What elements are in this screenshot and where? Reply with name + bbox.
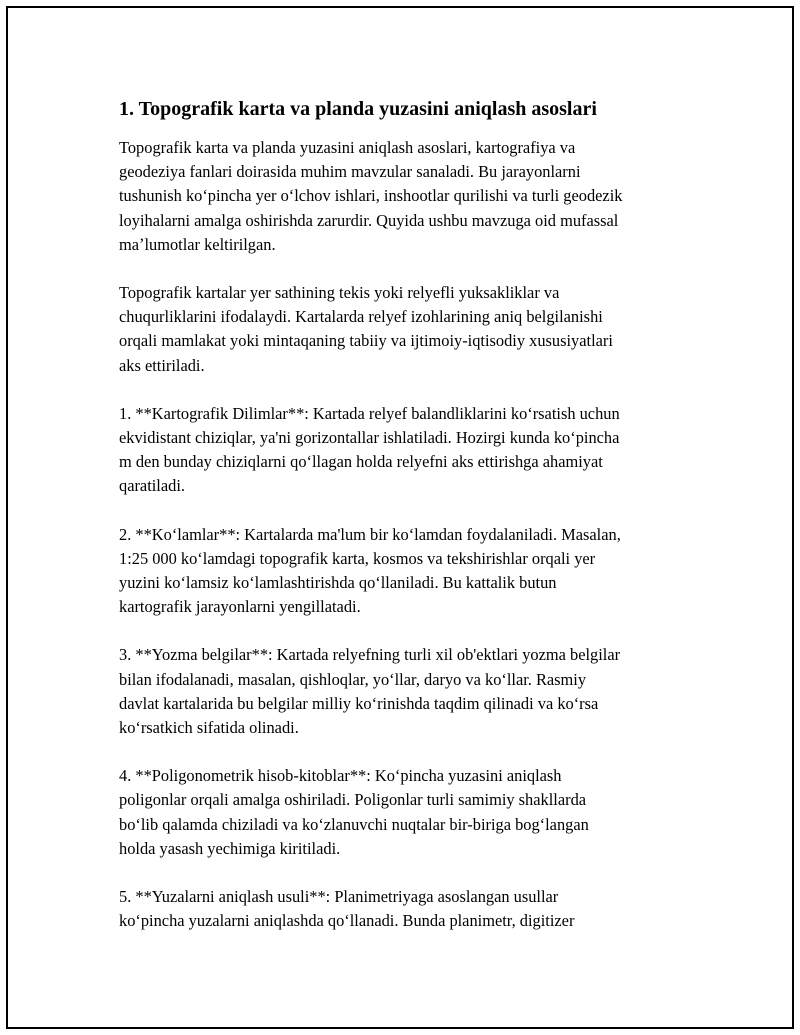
text-line: kartografik jarayonlarni yengillatadi. xyxy=(119,597,361,617)
text-line: 4. **Poligonometrik hisob-kitoblar**: Koʻpincha yuzasini aniqlash xyxy=(119,766,562,786)
text-line: koʻrsatkich sifatida olinadi. xyxy=(119,718,299,738)
list-item-3 xyxy=(119,643,699,740)
text-line: chuqurliklarini ifodalaydi. Kartalarda relyef izohlarining aniq belgilanishi xyxy=(119,307,603,327)
text-line: davlat kartalarida bu belgilar milliy koʻrinishda taqdim qilinadi va koʻrsa xyxy=(119,693,599,713)
text-line: maʼlumotlar keltirilgan. xyxy=(119,234,276,254)
text-line: koʻpincha yuzalarni aniqlashda qoʻllanadi. Bunda planimetr, digitizer xyxy=(119,911,575,931)
text-line: m den bunday chiziqlarni qoʻllagan holda relyefni aks ettirishga ahamiyat xyxy=(119,452,603,472)
text-line: 2. **Koʻlamlar**: Kartalarda ma'lum bir koʻlamdan foydalaniladi. Masalan, xyxy=(119,524,621,544)
text-line: ekvidistant chiziqlar, ya'ni gorizontallar ishlatiladi. Hozirgi kunda koʻpincha xyxy=(119,428,620,448)
text-line: tushunish koʻpincha yer oʻlchov ishlari, inshootlar qurilishi va turli geodezik xyxy=(119,186,623,206)
text-line: poligonlar orqali amalga oshiriladi. Poligonlar turli samimiy shakllarda xyxy=(119,790,587,810)
text-line: loyihalarni amalga oshirishda zarurdir. Quyida ushbu mavzuga oid mufassal xyxy=(119,210,619,230)
text-line: 1. **Kartografik Dilimlar**: Kartada relyef balandliklarini koʻrsatish uchun xyxy=(119,403,620,423)
text-line: 3. **Yozma belgilar**: Kartada relyefning turli xil ob'ektlari yozma belgilar xyxy=(119,645,621,665)
text-line: orqali mamlakat yoki mintaqaning tabiiy va ijtimoiy-iqtisodiy xususiyatlari xyxy=(119,331,613,351)
document-page xyxy=(6,6,794,1029)
list-item-5 xyxy=(119,885,699,933)
document-body xyxy=(119,96,699,957)
text-line: holda yasash yechimiga kiritiladi. xyxy=(119,838,341,858)
list-item-1 xyxy=(119,402,699,499)
paragraph-intro xyxy=(119,136,699,257)
text-line: 1:25 000 koʻlamdagi topografik karta, kosmos va tekshirishlar orqali yer xyxy=(119,548,596,568)
text-line: yuzini koʻlamsiz koʻlamlashtirishda qoʻllaniladi. Bu kattalik butun xyxy=(119,573,557,593)
paragraph-topographic-maps xyxy=(119,281,699,378)
list-item-4 xyxy=(119,764,699,861)
text-line: Topografik karta va planda yuzasini aniqlash asoslari, kartografiya va xyxy=(119,138,576,157)
text-line: bilan ifodalanadi, masalan, qishloqlar, yoʻllar, daryo va koʻllar. Rasmiy xyxy=(119,669,587,689)
list-item-2 xyxy=(119,523,699,620)
text-line: 5. **Yuzalarni aniqlash usuli**: Planimetriyaga asoslangan usullar xyxy=(119,887,559,907)
text-line: boʻlib qalamda chiziladi va koʻzlanuvchi nuqtalar bir-biriga bogʻlangan xyxy=(119,814,589,834)
text-line: geodeziya fanlari doirasida muhim mavzular sanaladi. Bu jarayonlarni xyxy=(119,162,581,182)
text-line: aks ettiriladi. xyxy=(119,355,205,375)
text-line: qaratiladi. xyxy=(119,476,185,496)
text-line: Topografik kartalar yer sathining tekis yoki relyefli yuksakliklar va xyxy=(119,283,560,303)
document-title: 1. Topografik karta va planda yuzasini aniqlash asoslari xyxy=(119,98,597,120)
